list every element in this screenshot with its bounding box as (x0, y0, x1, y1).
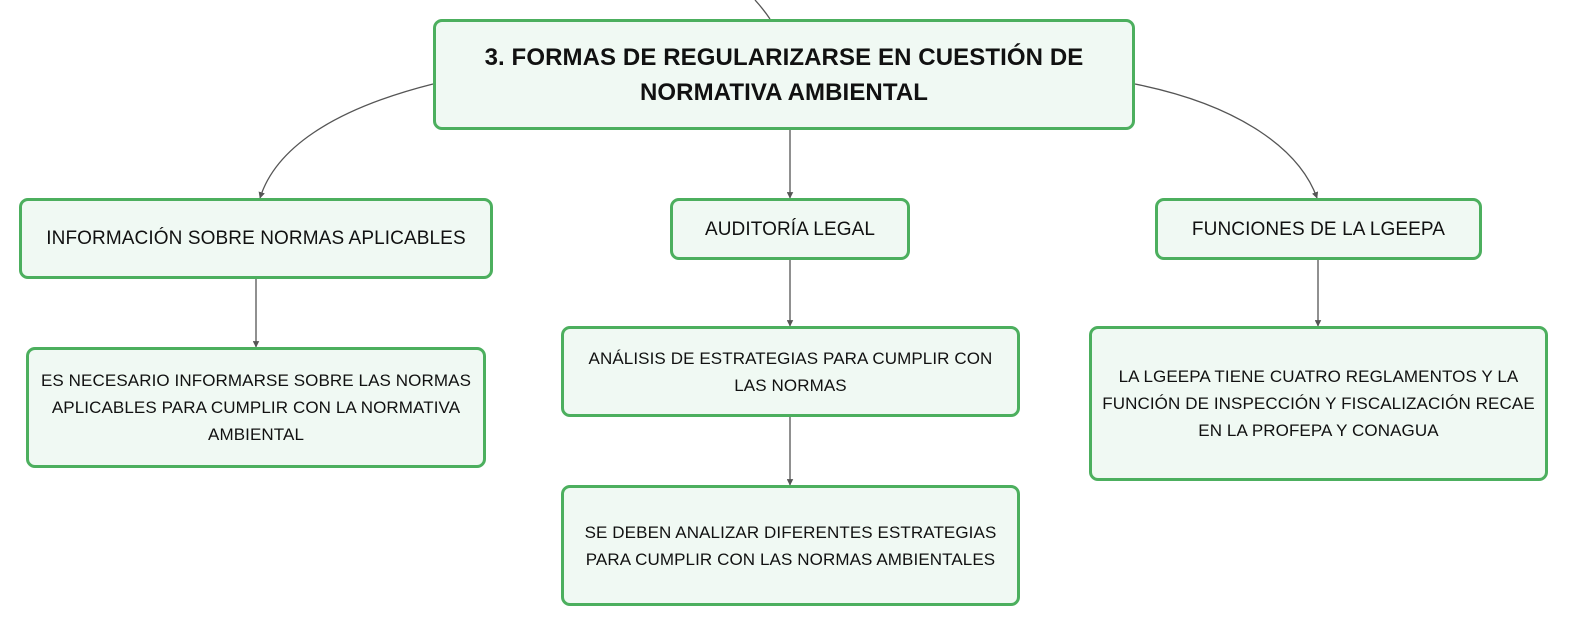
detail-node-informarse[interactable] (26, 347, 486, 468)
branch-node-label: INFORMACIÓN SOBRE NORMAS APLICABLES (46, 228, 466, 249)
detail-node-label: ANÁLISIS DE ESTRATEGIAS PARA CUMPLIR CON LAS NORMAS (588, 348, 993, 395)
branch-node-label: AUDITORÍA LEGAL (704, 218, 876, 240)
connector-root-to-info (260, 84, 433, 198)
branch-node-normas-aplicables[interactable] (19, 198, 493, 279)
detail-node-lgeepa-reglamentos[interactable] (1089, 326, 1548, 481)
branch-node-auditoria-legal[interactable] (670, 198, 910, 260)
detail-node-analizar-estrategias[interactable] (561, 485, 1020, 606)
branch-node-label: FUNCIONES DE LA LGEEPA (1191, 218, 1446, 240)
detail-node-analisis-estrategias[interactable] (561, 326, 1020, 417)
branch-node-funciones-lgeepa[interactable] (1155, 198, 1482, 260)
root-node[interactable] (433, 19, 1135, 130)
detail-node-label: SE DEBEN ANALIZAR DIFERENTES ESTRATEGIAS PARA CUMPLIR CON LAS NORMAS AMBIENTALES (584, 522, 997, 569)
connector-root-to-functions (1135, 84, 1317, 198)
detail-node-label: ES NECESARIO INFORMARSE SOBRE LAS NORMAS APLICABLES PARA CUMPLIR CON LA NORMATIVA AMBIENTAL (40, 371, 472, 444)
detail-node-label: LA LGEEPA TIENE CUATRO REGLAMENTOS Y LA FUNCIÓN DE INSPECCIÓN Y FISCALIZACIÓN RECAE EN LA PROFEPA Y CONAGUA (1102, 367, 1535, 440)
connector-incoming (755, 0, 770, 19)
root-node-label: 3. FORMAS DE REGULARIZARSE EN CUESTIÓN DE NORMATIVA AMBIENTAL (484, 43, 1084, 106)
